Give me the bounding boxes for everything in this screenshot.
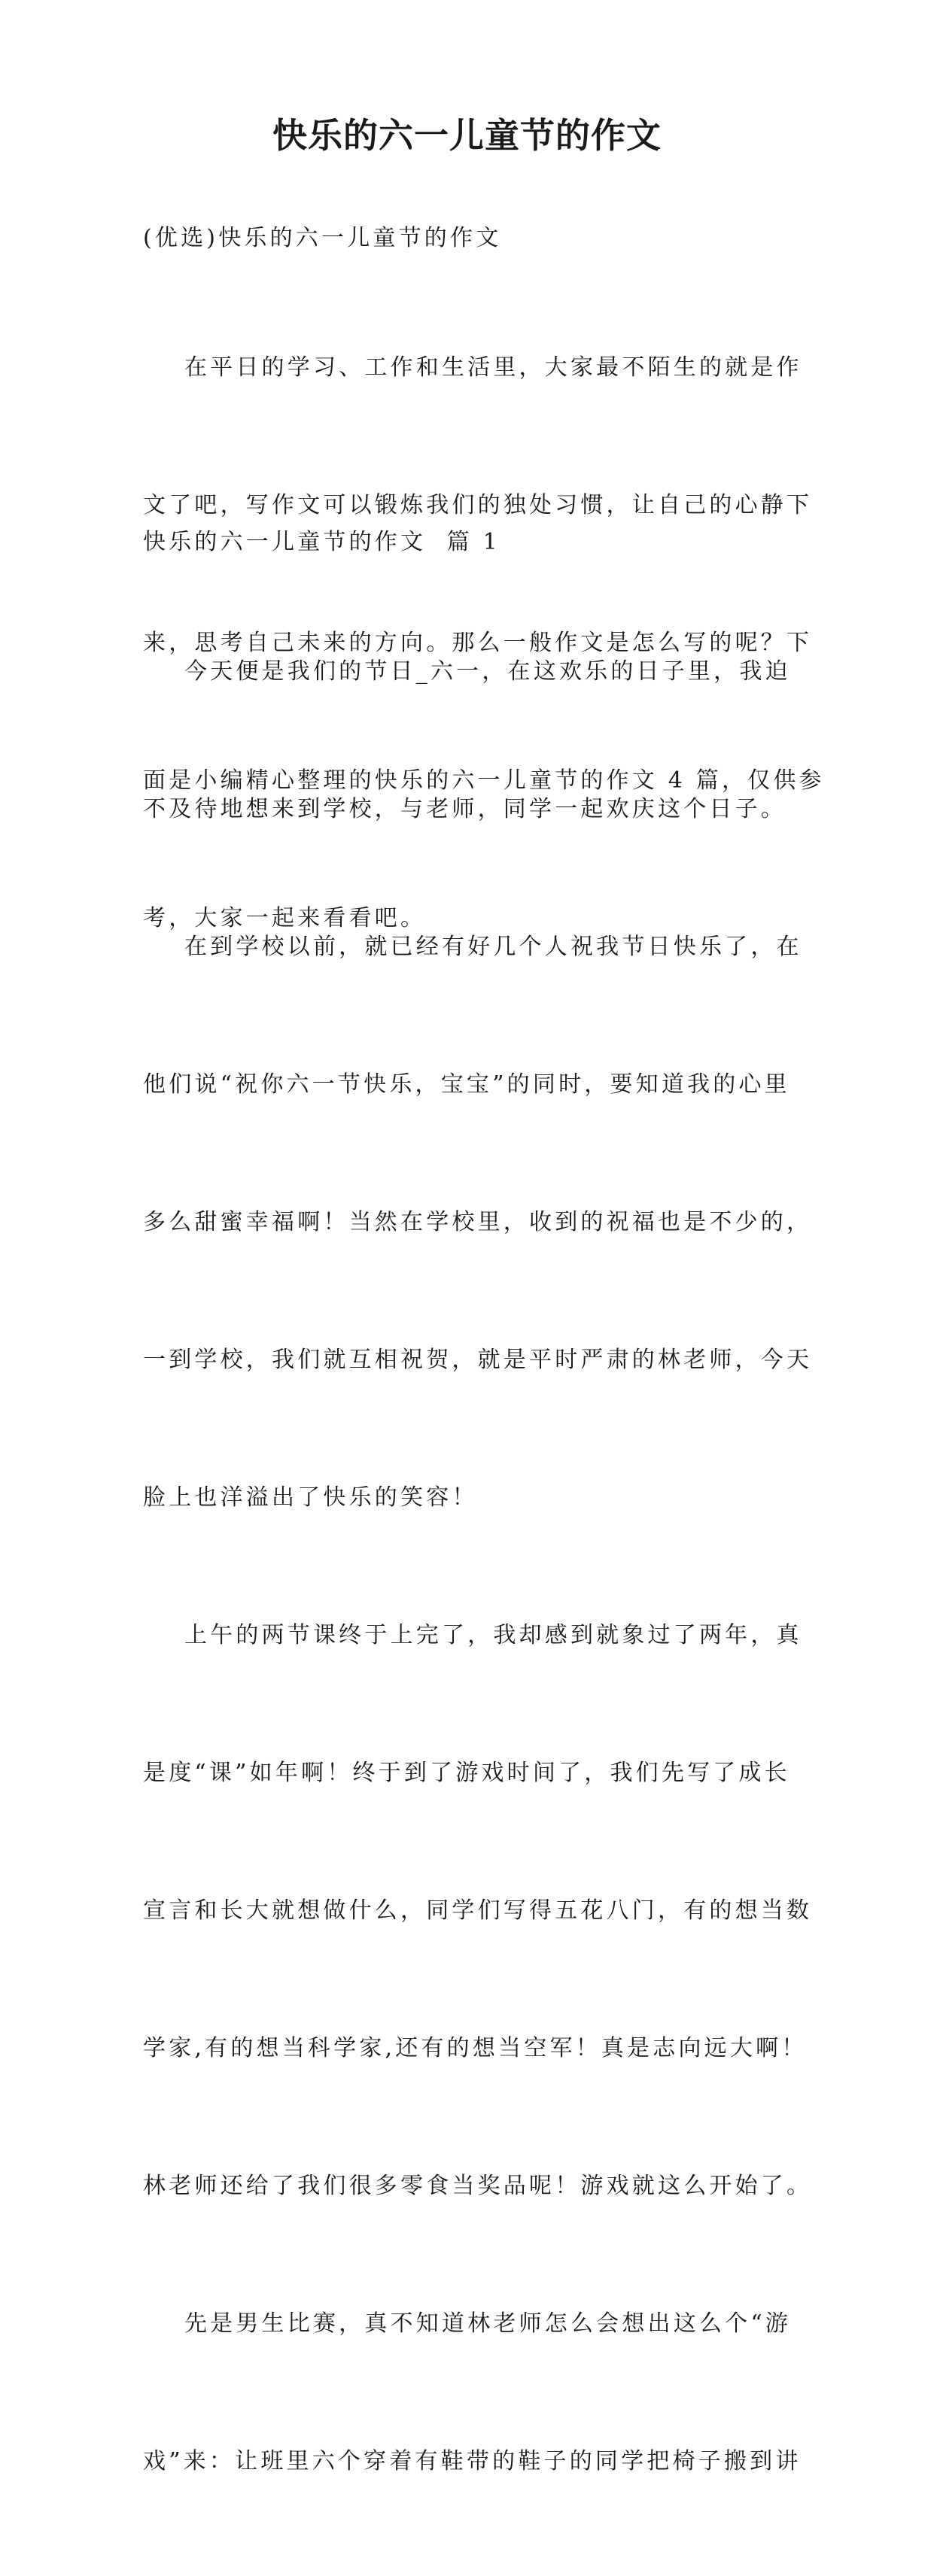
essay-line: 是度“课”如年啊！终于到了游戏时间了，我们先写了成长 — [143, 1760, 790, 1786]
intro-line: 来，思考自己未来的方向。那么一般作文是怎么写的呢？下 — [143, 630, 813, 656]
essay-line: 宣言和长大就想做什么，同学们写得五花八门，有的想当数 — [143, 1897, 813, 1924]
essay-body — [143, 557, 825, 2576]
essay-line: 学家,有的想当科学家,还有的想当空军！真是志向远大啊！ — [143, 2035, 808, 2061]
essay-line: 上午的两节课终于上完了，我却感到就象过了两年，真 — [143, 1622, 802, 1648]
essay-line: 今天便是我们的节日_六一，在这欢乐的日子里，我迫 — [143, 658, 791, 685]
document-title: 快乐的六一儿童节的作文 — [272, 115, 662, 156]
essay-line: 戏”来：让班里六个穿着有鞋带的鞋子的同学把椅子搬到讲 — [143, 2448, 802, 2474]
essay-line: 在到学校以前，就已经有好几个人祝我节日快乐了，在 — [143, 934, 802, 960]
essay-line: 不及待地想来到学校，与老师，同学一起欢庆这个日子。 — [143, 796, 786, 822]
intro-line: 文了吧，写作文可以锻炼我们的独处习惯，让自己的心静下 — [143, 492, 813, 518]
essay-line: 一到学校，我们就互相祝贺，就是平时严肃的林老师，今天 — [143, 1347, 813, 1373]
essay-line: 多么甜蜜幸福啊！当然在学校里，收到的祝福也是不少的， — [143, 1209, 813, 1235]
essay-line: 他们说“祝你六一节快乐，宝宝”的同时，要知道我的心里 — [143, 1071, 790, 1098]
section-heading: 快乐的六一儿童节的作文 篇 1 — [143, 529, 500, 555]
intro-line: 面是小编精心整理的快乐的六一儿童节的作文 4 篇，仅供参 — [143, 767, 825, 794]
essay-line: 林老师还给了我们很多零食当奖品呢！游戏就这么开始了。 — [143, 2173, 813, 2199]
intro-line: 在平日的学习、工作和生活里，大家最不陌生的就是作 — [143, 354, 802, 381]
intro-line: 考，大家一起来看看吧。 — [143, 905, 427, 931]
essay-line: 先是男生比赛，真不知道林老师怎么会想出这么个“游 — [143, 2310, 792, 2337]
essay-line: 脸上也洋溢出了快乐的笑容！ — [143, 1484, 478, 1511]
document-subtitle: (优选)快乐的六一儿童节的作文 — [143, 225, 502, 251]
